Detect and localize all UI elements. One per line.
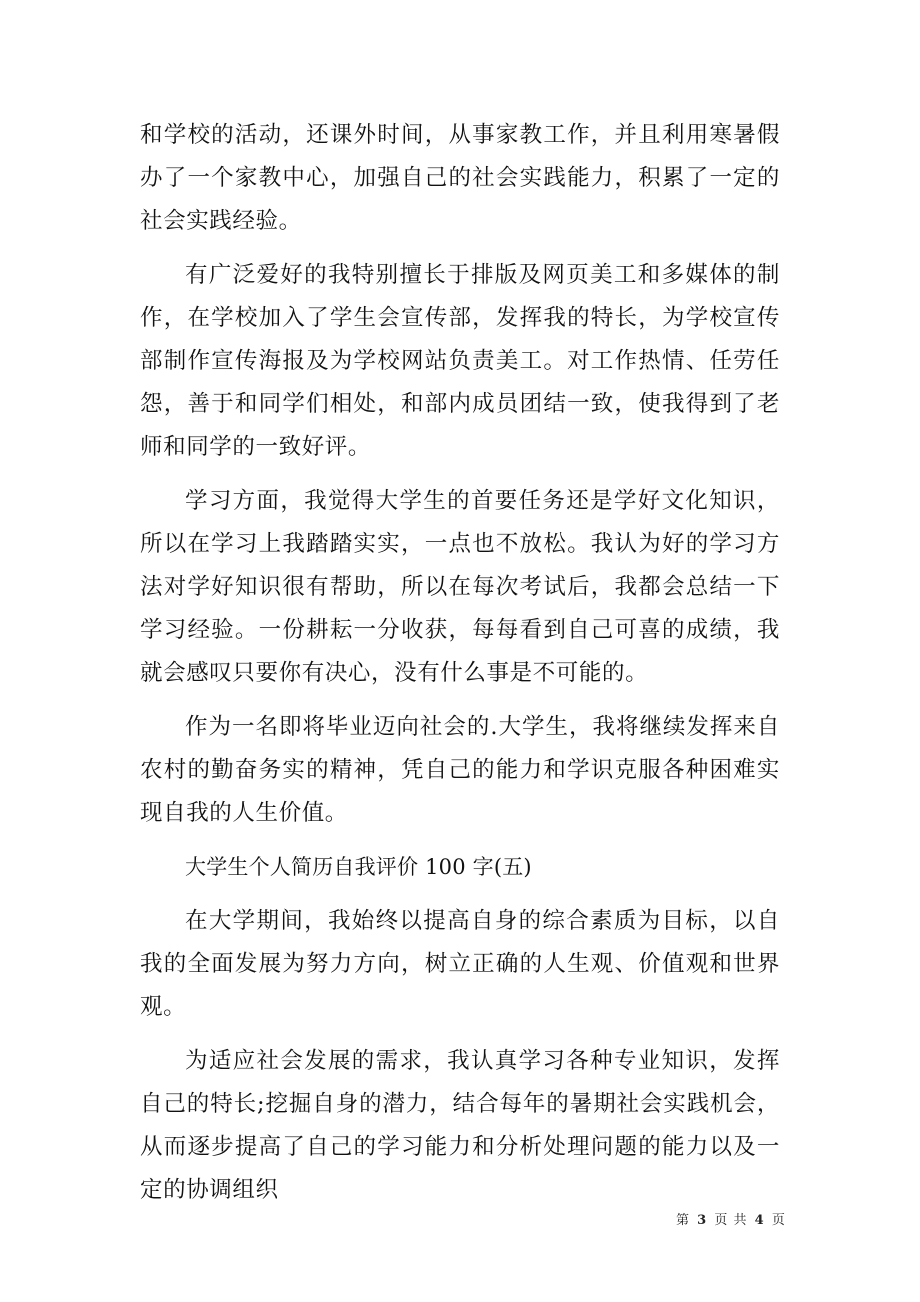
section-heading: 大学生个人简历自我评价 100 字(五) [185, 855, 532, 879]
paragraph-1: 和学校的活动，还课外时间，从事家教工作，并且利用寒暑假办了一个家教中心，加强自己的社会实践能力，积累了一定的社会实践经验。 [140, 122, 780, 234]
page-footer [676, 1209, 786, 1228]
footer-prefix: 第 [676, 1213, 691, 1228]
paragraph-4: 作为一名即将毕业迈向社会的.大学生，我将继续发挥来自农村的勤奋务实的精神，凭自己的能力和学识克服各种困难实现自我的人生价值。 [140, 714, 780, 826]
footer-middle: 页 共 [714, 1213, 748, 1228]
paragraph-2: 有广泛爱好的我特别擅长于排版及网页美工和多媒体的制作，在学校加入了学生会宣传部，发挥我的特长，为学校宣传部制作宣传海报及为学校网站负责美工。对工作热情、任劳任怨，善于和同学们相处，和部内成员团结一致，使我得到了老师和同学的一致好评。 [140, 262, 780, 460]
footer-suffix: 页 [771, 1213, 786, 1228]
current-page-number: 3 [697, 1213, 708, 1228]
total-pages-number: 4 [754, 1213, 765, 1228]
paragraph-6: 为适应社会发展的需求，我认真学习各种专业知识，发挥自己的特长;挖掘自身的潜力，结合每年的暑期社会实践机会，从而逐步提高了自己的学习能力和分析处理问题的能力以及一定的协调组织 [140, 1048, 780, 1203]
paragraph-3: 学习方面，我觉得大学生的首要任务还是学好文化知识，所以在学习上我踏踏实实，一点也不放松。我认为好的学习方法对学好知识很有帮助，所以在每次考试后，我都会总结一下学习经验。一份耕耘一分收获，每每看到自己可喜的成绩，我就会感叹只要你有决心，没有什么事是不可能的。 [140, 488, 780, 686]
document-body [140, 114, 780, 1212]
paragraph-5: 在大学期间，我始终以提高自身的综合素质为目标，以自我的全面发展为努力方向，树立正确的人生观、价值观和世界观。 [140, 908, 780, 1020]
